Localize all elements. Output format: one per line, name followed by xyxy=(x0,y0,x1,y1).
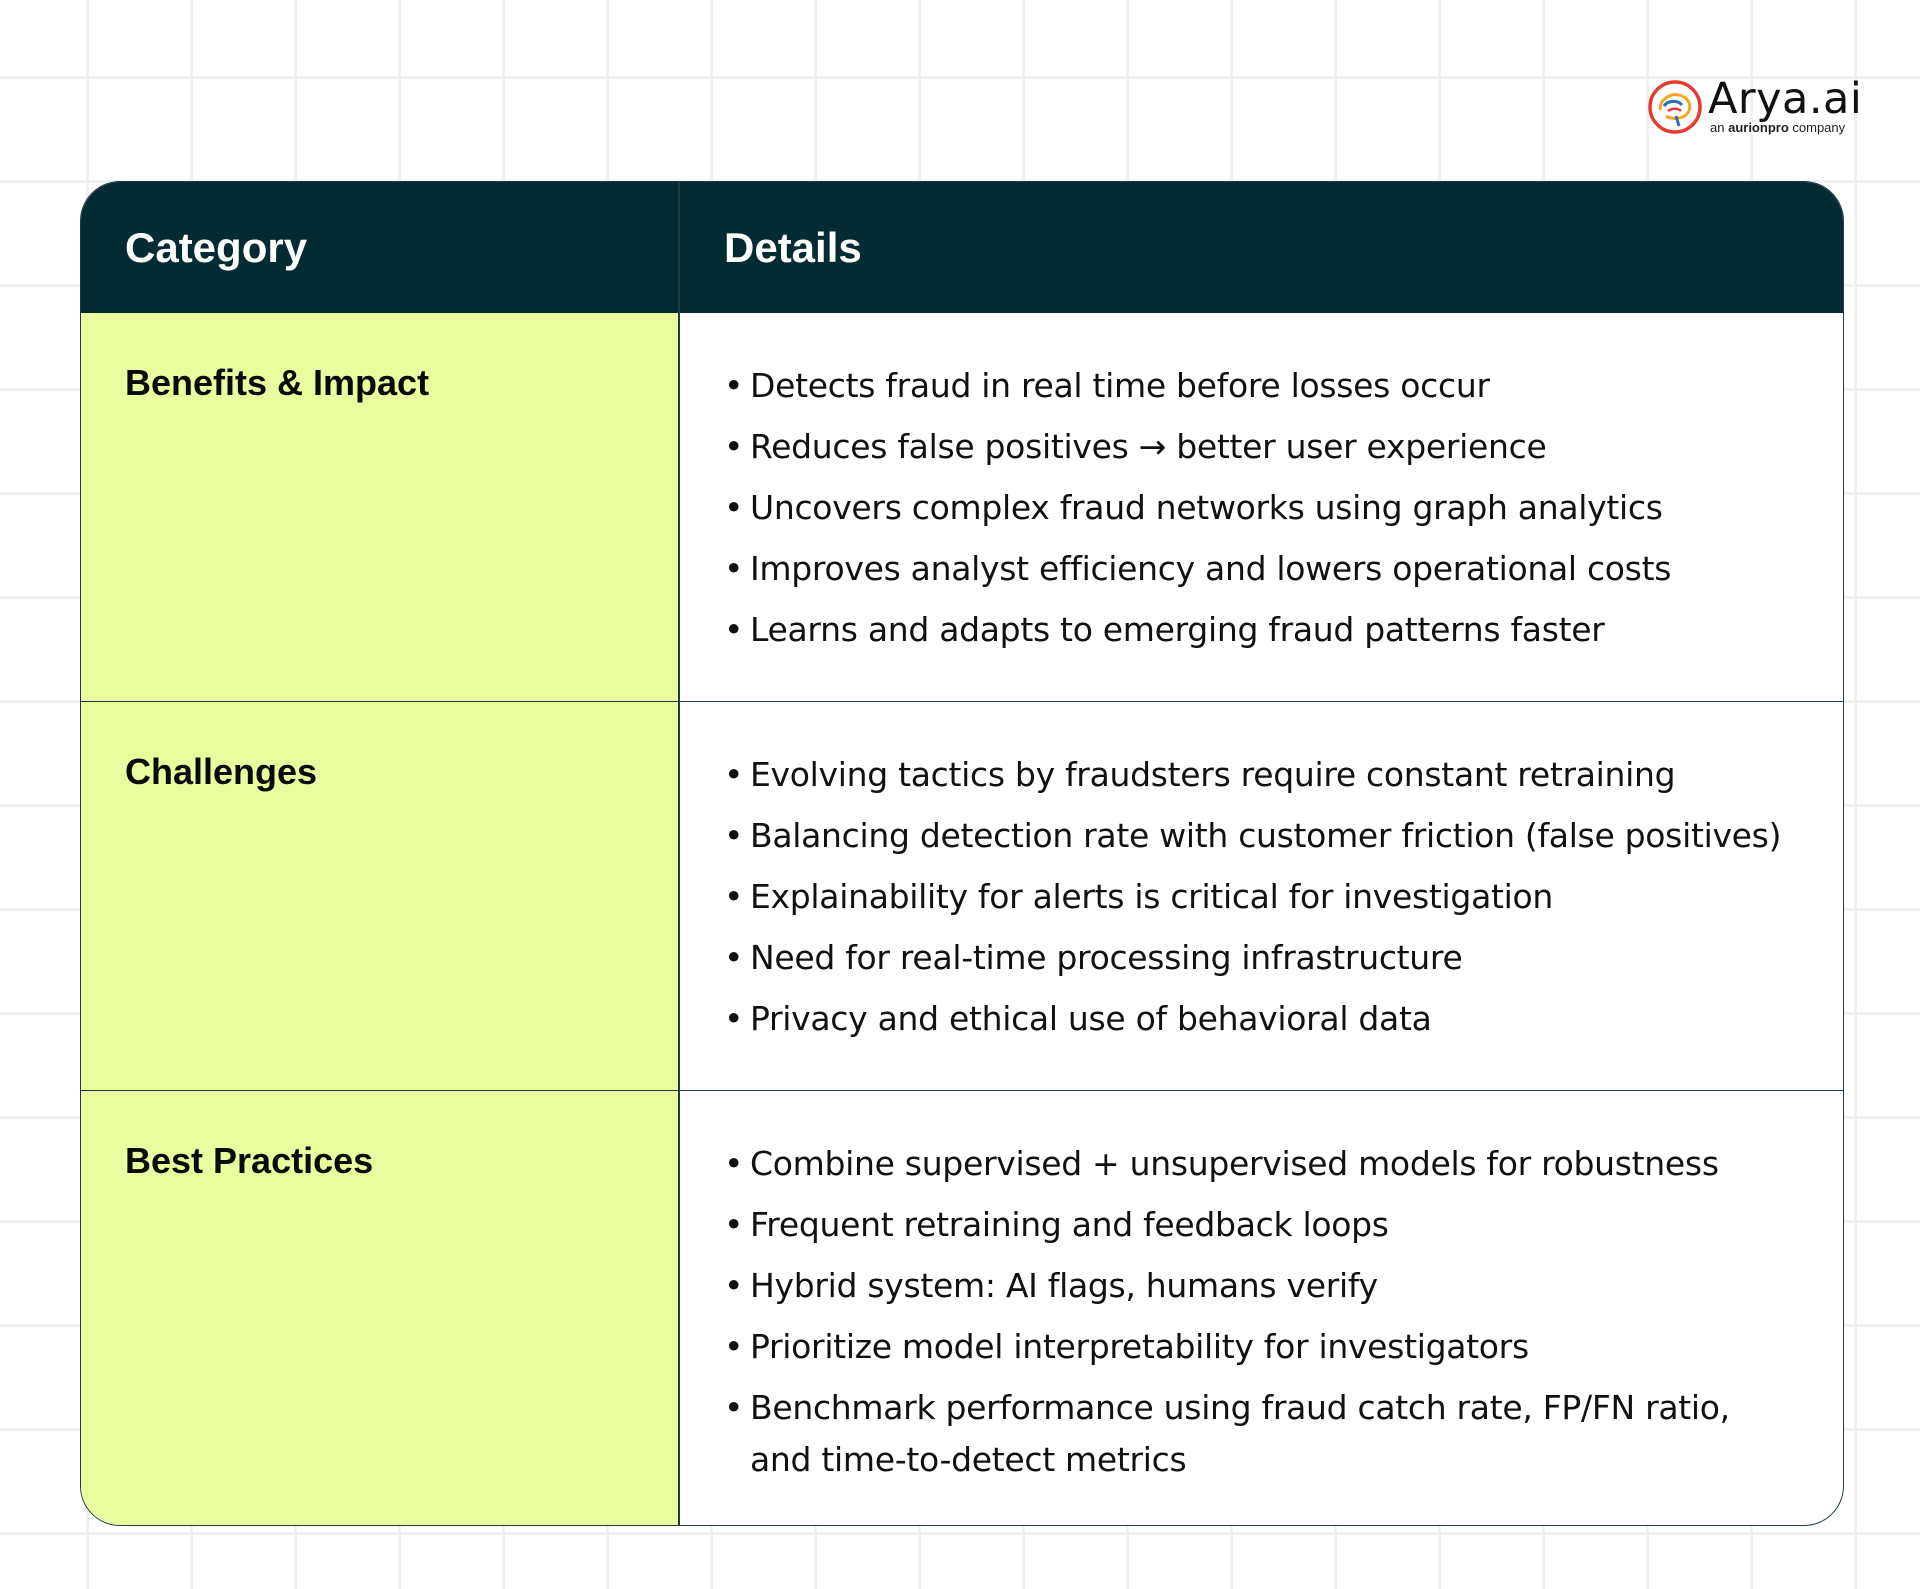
list-item: • Balancing detection rate with customer friction (false positives) xyxy=(724,810,1783,862)
brain-logo-icon xyxy=(1646,78,1704,136)
brand-name: Arya.ai xyxy=(1708,74,1863,124)
list-item: • Need for real-time processing infrastructure xyxy=(724,932,1783,984)
details-list xyxy=(724,1138,1783,1495)
table-header xyxy=(81,182,1843,313)
list-item: • Detects fraud in real time before losses occur xyxy=(724,360,1783,412)
list-item: • Improves analyst efficiency and lowers operational costs xyxy=(724,543,1783,595)
table-row-best-practices xyxy=(81,1090,1843,1526)
tagline-suffix: company xyxy=(1792,120,1846,135)
list-item: • Prioritize model interpretability for investigators xyxy=(724,1321,1783,1373)
list-item: • Explainability for alerts is critical for investigation xyxy=(724,871,1783,923)
comparison-table xyxy=(80,181,1844,1526)
tagline-brand: aurionpro xyxy=(1728,120,1789,135)
category-label: Benefits & Impact xyxy=(125,362,430,403)
list-item: • Frequent retraining and feedback loops xyxy=(724,1199,1783,1251)
column-divider xyxy=(678,182,680,1525)
category-label: Best Practices xyxy=(125,1140,374,1181)
tagline-prefix: an xyxy=(1710,120,1725,135)
category-cell xyxy=(81,702,678,1091)
brand-tagline xyxy=(1710,120,1845,136)
header-details: Details xyxy=(724,224,862,271)
details-list xyxy=(724,749,1783,1054)
category-cell xyxy=(81,313,678,701)
table-row-challenges xyxy=(81,701,1843,1091)
list-item: • Privacy and ethical use of behavioral data xyxy=(724,993,1783,1045)
list-item: • Benchmark performance using fraud catch rate, FP/FN ratio, and time-to-detect metrics xyxy=(724,1382,1783,1486)
list-item: • Combine supervised + unsupervised models for robustness xyxy=(724,1138,1783,1190)
list-item: • Uncovers complex fraud networks using graph analytics xyxy=(724,482,1783,534)
brand-logo xyxy=(1646,74,1863,136)
list-item: • Reduces false positives → better user experience xyxy=(724,421,1783,473)
header-category: Category xyxy=(125,224,308,271)
list-item: • Evolving tactics by fraudsters require constant retraining xyxy=(724,749,1783,801)
list-item: • Hybrid system: AI flags, humans verify xyxy=(724,1260,1783,1312)
details-list xyxy=(724,360,1783,665)
list-item: • Learns and adapts to emerging fraud patterns faster xyxy=(724,604,1783,656)
category-cell xyxy=(81,1091,678,1526)
category-label: Challenges xyxy=(125,751,318,792)
table-row-benefits xyxy=(81,313,1843,701)
